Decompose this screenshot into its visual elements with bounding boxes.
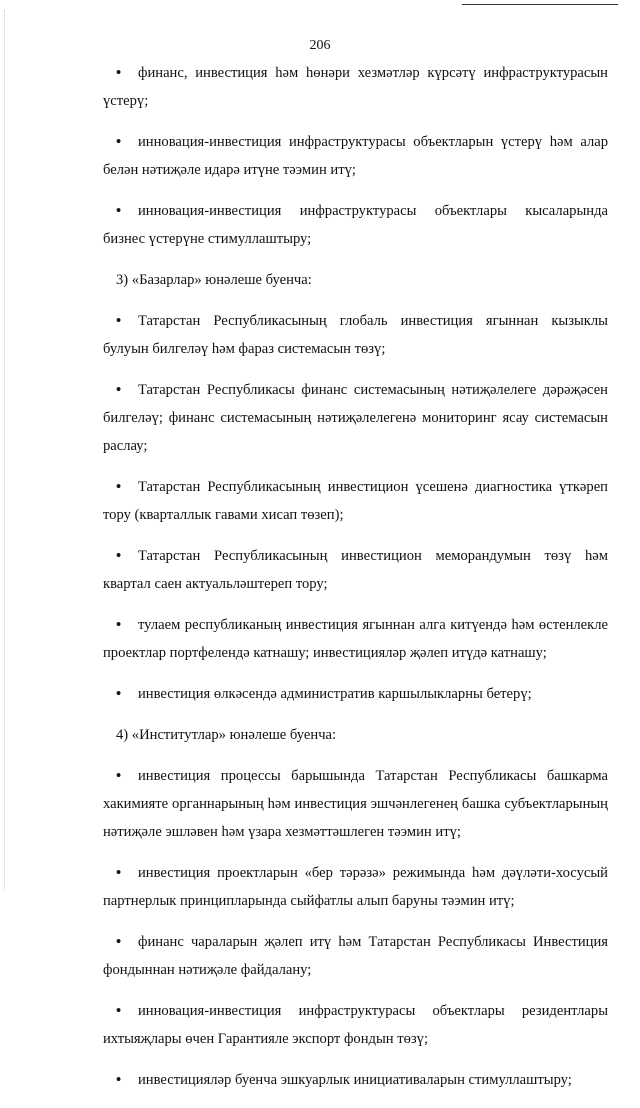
scan-edge <box>4 10 5 890</box>
paragraph-text: 4) «Институтлар» юнәлеше буенча: <box>116 727 337 744</box>
bullet-item <box>103 198 608 254</box>
section-heading <box>103 267 608 295</box>
bullet-item <box>103 1067 608 1095</box>
bullet-icon: • <box>116 685 122 702</box>
bullet-icon: • <box>116 934 122 950</box>
paragraph-text: 3) «Базарлар» юнәлеше буенча: <box>116 271 312 288</box>
bullet-item <box>103 543 608 599</box>
bullet-icon: • <box>116 133 122 150</box>
paragraph-text: финанс, инвестиция һәм һөнәри хезмәтләр күрсәтү инфраструктурасын үстерү; <box>103 65 608 109</box>
bullet-icon: • <box>116 478 122 495</box>
bullet-item <box>103 474 608 530</box>
bullet-item <box>103 681 608 709</box>
bullet-item <box>103 129 608 185</box>
bullet-icon: • <box>116 616 122 633</box>
bullet-item <box>103 763 608 846</box>
bullet-icon: • <box>116 382 122 399</box>
page-number: 206 <box>309 38 331 53</box>
document-body <box>103 60 608 1108</box>
bullet-item <box>103 860 608 916</box>
paragraph-text: инновация-инвестиция инфраструктурасы объектлары резидентлары ихтыяҗлары өчен Гарантияле экспорт фондын төзү; <box>103 1002 608 1047</box>
section-heading <box>103 722 608 750</box>
paragraph-text: тулаем республиканың инвестиция ягыннан алга китүендә һәм өстенлекле проектлар портфелендә катнашу; инвестицияләр җәлеп итүдә катнашу; <box>103 616 608 661</box>
bullet-icon: • <box>116 768 122 785</box>
paragraph-text: Татарстан Республикасының глобаль инвестиция ягыннан кызыклы булуын билгеләү һәм фараз системасын төзү; <box>103 313 608 357</box>
bullet-icon: • <box>116 547 122 564</box>
paragraph-text: финанс чараларын җәлеп итү һәм Татарстан Республикасы Инвестиция фондыннан нәтиҗәле файдалану; <box>103 934 608 978</box>
bullet-item <box>103 377 608 460</box>
bullet-item <box>103 308 608 364</box>
bullet-icon: • <box>116 865 122 882</box>
bullet-icon: • <box>116 1071 122 1088</box>
bullet-icon: • <box>116 202 122 219</box>
paragraph-text: Татарстан Республикасының инвестицион үсешенә диагностика үткәреп тору (кварталлык гавами хисап төзеп); <box>103 478 608 523</box>
bullet-item <box>103 929 608 985</box>
paragraph-text: инвестицияләр буенча эшкуарлык инициативаларын стимуллаштыру; <box>138 1071 572 1088</box>
paragraph-text: инвестиция өлкәсендә административ каршылыкларны бетерү; <box>138 685 532 702</box>
paragraph-text: инвестиция проектларын «бер тәрәзә» режимында һәм дәүләти-хосусый партнерлык принципларында сыйфатлы алып баруны тәэмин итү; <box>103 865 608 909</box>
bullet-item <box>103 612 608 668</box>
bullet-icon: • <box>116 313 122 330</box>
bullet-item <box>103 998 608 1054</box>
top-rule <box>462 4 618 5</box>
paragraph-text: инновация-инвестиция инфраструктурасы объектларын үстерү һәм алар белән нәтиҗәле идарә итүне тәэмин итү; <box>103 133 608 178</box>
paragraph-text: инновация-инвестиция инфраструктурасы объектлары кысаларында бизнес үстерүне стимуллаштыру; <box>103 202 608 247</box>
paragraph-text: инвестиция процессы барышында Татарстан Республикасы башкарма хакимияте органнарының һәм инвестиция эшчәнлегенең башка субъектларының нәтиҗәле эшләвен һәм үзара хезмәттәшлеген тәэмин итү; <box>103 768 608 840</box>
paragraph-text: Татарстан Республикасы финанс системасының нәтиҗәлелеге дәрәҗәсен билгеләү; финанс системасының нәтиҗәлелегенә мониторинг ясау системасын раслау; <box>103 382 608 454</box>
bullet-icon: • <box>116 1002 122 1019</box>
bullet-icon: • <box>116 65 122 81</box>
bullet-item <box>103 60 608 116</box>
paragraph-text: Татарстан Республикасының инвестицион меморандумын төзү һәм квартал саен актуальләштереп тору; <box>103 547 608 592</box>
